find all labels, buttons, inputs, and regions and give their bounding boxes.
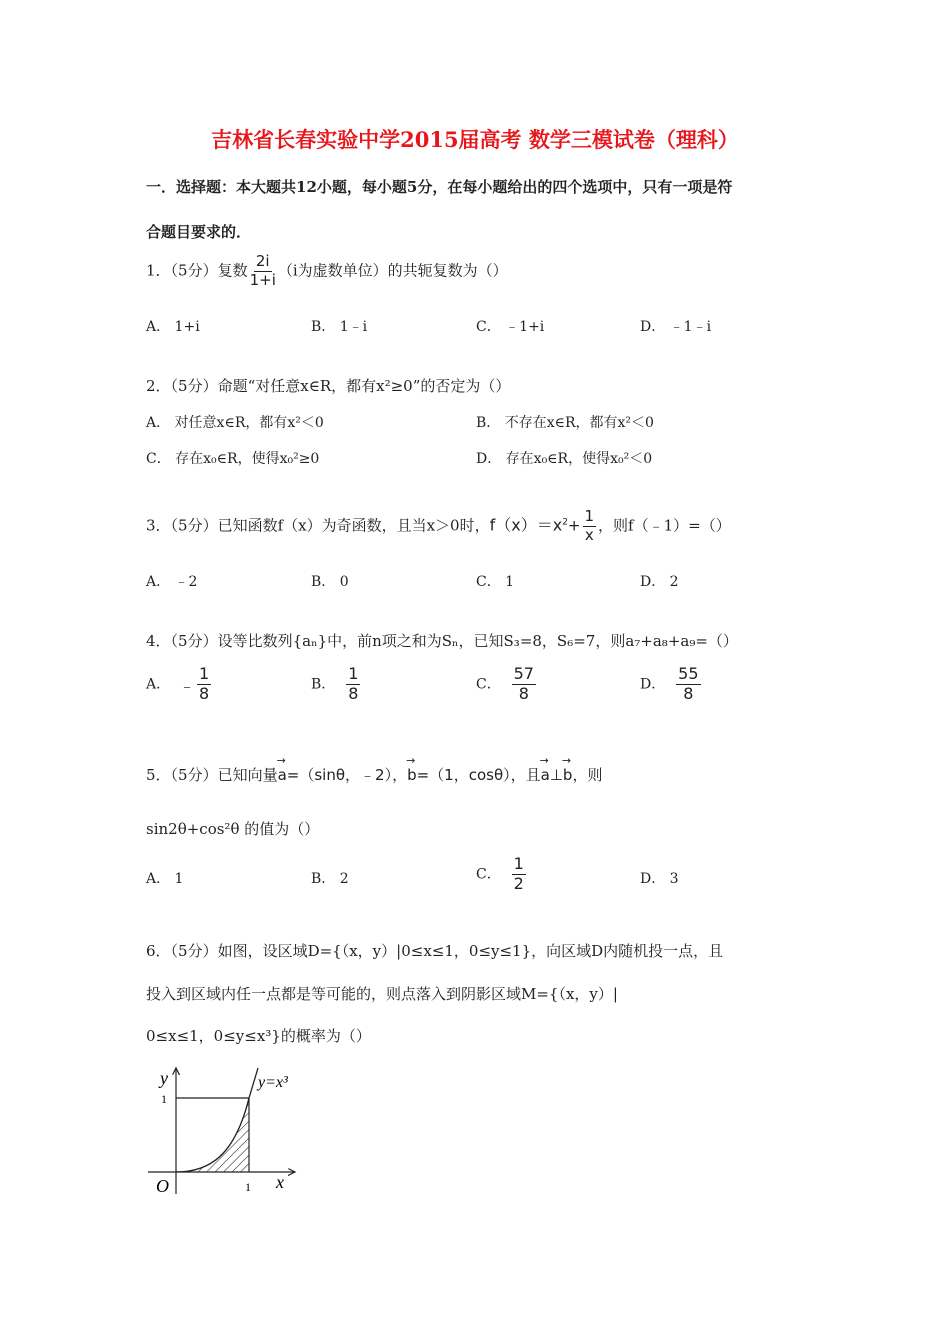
question-4-stem: 4．（5分）设等比数列{aₙ}中，前n项之和为Sₙ，已知S₃=8，S₆=7，则a₇+a₈+a₉=（） xyxy=(146,632,738,650)
q3-option-c: C． 1 xyxy=(476,574,515,590)
q5-vector-a: → a xyxy=(278,766,287,784)
q4-c-fraction xyxy=(512,666,536,703)
q3-pre: 3．（5分）已知函数f（x）为奇函数，且当x＞0时， xyxy=(146,516,490,535)
q1-fraction xyxy=(250,254,276,289)
q3-exponent: 2 xyxy=(562,517,568,528)
q4-option-a xyxy=(146,666,213,703)
q5-option-d: D． 3 xyxy=(640,871,679,887)
q5-pre: 5．（5分）已知向量 xyxy=(146,766,278,784)
q4-c-den: 8 xyxy=(518,683,529,703)
q5-b-value: =（1，cosθ），且 xyxy=(416,766,541,784)
q4-d-num: 55 xyxy=(678,664,699,683)
section-heading-line2: 合题目要求的． xyxy=(146,223,252,241)
q4-d-label: D． xyxy=(640,676,666,693)
q5-c-fraction xyxy=(512,856,526,893)
q1-option-c: C． ﹣1+i xyxy=(476,319,545,335)
q1-pre: 1．（5分）复数 xyxy=(146,261,248,280)
q2-option-d: D． 存在x₀∈R，使得x₀²＜0 xyxy=(476,451,653,467)
q4-b-den: 8 xyxy=(348,683,359,703)
q4-c-num: 57 xyxy=(513,664,534,683)
q5-post: ，则 xyxy=(572,766,603,784)
q4-a-label: A． xyxy=(146,676,171,693)
page-title: 吉林省长春实验中学2015届高考 数学三模试卷（理科） xyxy=(211,127,739,152)
q1-option-b: B． 1﹣i xyxy=(311,319,368,335)
q4-option-d xyxy=(640,666,703,703)
q2-option-b: B． 不存在x∈R，都有x²＜0 xyxy=(476,415,654,431)
q4-d-den: 8 xyxy=(683,683,694,703)
q3-plus: + xyxy=(567,516,581,535)
q4-c-label: C． xyxy=(476,676,501,693)
q4-d-fraction xyxy=(676,666,700,703)
q4-a-fraction xyxy=(197,666,211,703)
q1-post: （i为虚数单位）的共轭复数为（） xyxy=(277,261,508,280)
q2-option-a: A． 对任意x∈R，都有x²＜0 xyxy=(146,415,324,431)
q3-option-b: B． 0 xyxy=(311,574,349,590)
question-5-line2: sin2θ+cos²θ 的值为（） xyxy=(146,820,320,838)
q5-vector-a-2: → a xyxy=(541,766,550,784)
q3-fx: f（x）＝x xyxy=(489,515,563,535)
q4-option-c xyxy=(476,666,538,703)
question-6-line3: 0≤x≤1，0≤y≤x³}的概率为（） xyxy=(146,1027,371,1045)
q3-option-d: D． 2 xyxy=(640,574,679,590)
q4-b-fraction xyxy=(346,666,360,703)
q5-option-c xyxy=(476,856,528,893)
q4-a-num: 1 xyxy=(199,664,210,683)
q1-option-d: D． ﹣1﹣i xyxy=(640,319,712,335)
q5-c-den: 2 xyxy=(513,873,524,893)
q3-frac-num: 1 xyxy=(584,507,595,525)
q3-option-a: A． ﹣2 xyxy=(146,574,198,590)
section-heading-line1: 一．选择题：本大题共12小题，每小题5分，在每小题给出的四个选项中，只有一项是符 xyxy=(146,178,733,196)
question-5-stem xyxy=(146,764,602,785)
q3-fraction xyxy=(583,509,597,544)
q3-frac-den: x xyxy=(584,525,594,544)
q3-post: ，则f（﹣1）=（） xyxy=(598,516,731,535)
y-axis-label: y xyxy=(160,1068,168,1088)
origin-label: O xyxy=(156,1176,169,1196)
q5-perp: ⊥ xyxy=(549,766,563,784)
q4-a-sign: ﹣ xyxy=(179,675,196,695)
q5-c-label: C． xyxy=(476,866,501,883)
question-6-line1: 6．（5分）如图，设区域D={（x，y）|0≤x≤1，0≤y≤1}，向区域D内随机投一点，且 xyxy=(146,942,724,960)
q1-frac-num: 2i xyxy=(255,252,270,270)
q4-option-b xyxy=(311,666,362,703)
q5-vector-b-2: → b xyxy=(563,766,573,784)
q4-b-num: 1 xyxy=(348,664,359,683)
shaded-region xyxy=(176,1098,249,1172)
q2-option-c: C． 存在x₀∈R，使得x₀²≥0 xyxy=(146,451,320,467)
q5-c-num: 1 xyxy=(513,854,524,873)
region-figure xyxy=(140,1060,320,1200)
q5-option-b: B． 2 xyxy=(311,871,349,887)
q5-option-a: A． 1 xyxy=(146,871,184,887)
q5-vector-b: → b xyxy=(407,766,417,784)
question-2-stem: 2．（5分）命题“对任意x∈R，都有x²≥0”的否定为（） xyxy=(146,377,511,395)
q5-a-value: =（sinθ，﹣2）， xyxy=(286,766,408,784)
q4-a-den: 8 xyxy=(199,683,210,703)
q1-frac-den: 1+i xyxy=(249,270,276,289)
question-3-stem xyxy=(146,509,731,544)
question-6-line2: 投入到区域内任一点都是等可能的，则点落入到阴影区域M={（x，y）| xyxy=(146,985,618,1003)
question-1-stem xyxy=(146,254,508,289)
x-unit-label: 1 xyxy=(245,1180,251,1194)
x-axis-label: x xyxy=(276,1172,284,1192)
q1-option-a: A． 1+i xyxy=(146,319,200,335)
curve-label: y=x³ xyxy=(258,1074,288,1091)
y-unit-label: 1 xyxy=(161,1092,167,1106)
q4-b-label: B． xyxy=(311,676,336,693)
